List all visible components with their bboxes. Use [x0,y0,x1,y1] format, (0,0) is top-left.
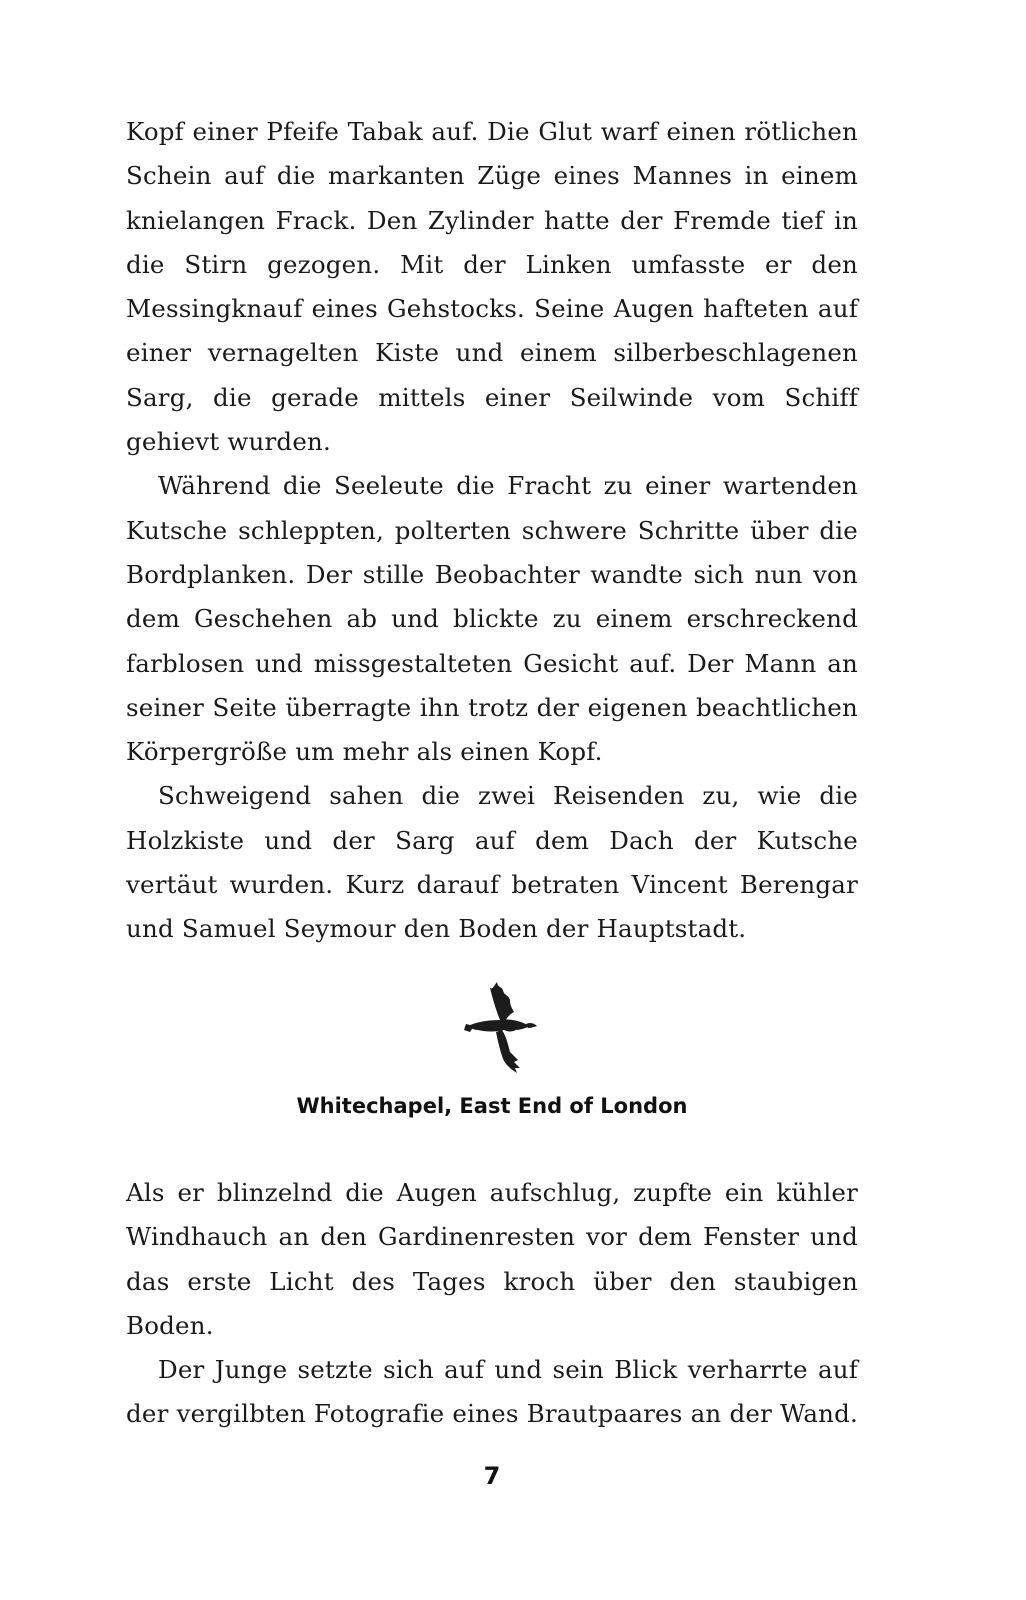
body-text-top [126,110,858,952]
paragraph: Der Junge setzte sich auf und sein Blick verharrte auf der vergilbten Fotografie eines Brautpaares an der Wand. [126,1355,858,1429]
raven-icon [460,980,540,1075]
paragraph: Als er blinzelnd die Augen aufschlug, zupfte ein kühler Windhauch an den Gardinenresten vor dem Fenster und das erste Licht des Tages kroch über den staubigen Boden. [126,1178,858,1340]
paragraph: Kopf einer Pfeife Tabak auf. Die Glut warf einen rötlichen Schein auf die markanten Züge eines Mannes in einem knielangen Frack. Den Zylinder hatte der Fremde tief in die Stirn gezogen. Mit der Linken umfasste er den Messingknauf eines Gehstocks. Seine Augen hafteten auf einer vernagelten Kiste und einem silberbeschlagenen Sarg, die gerade mittels einer Seilwinde vom Schiff gehievt wurden. [126,117,858,457]
section-heading: Whitechapel, East End of London [296,1094,688,1118]
paragraph: Schweigend sahen die zwei Reisenden zu, wie die Holzkiste und der Sarg auf dem Dach der Kutsche vertäut wurden. Kurz darauf betraten Vincent Berengar und Samuel Seymour den Boden der Hauptstadt. [126,781,858,944]
paragraph: Während die Seeleute die Fracht zu einer wartenden Kutsche schleppten, polterten schwere Schritte über die Bordplanken. Der stille Beobachter wandte sich nun von dem Geschehen ab und blickte zu einem erschreckend farblosen und missgestalteten Gesicht auf. Der Mann an seiner Seite überragte ihn trotz der eigenen beachtlichen Körpergröße um mehr als einen Kopf. [126,471,858,767]
page-number: 7 [483,1462,501,1490]
body-text-bottom [126,1171,858,1437]
